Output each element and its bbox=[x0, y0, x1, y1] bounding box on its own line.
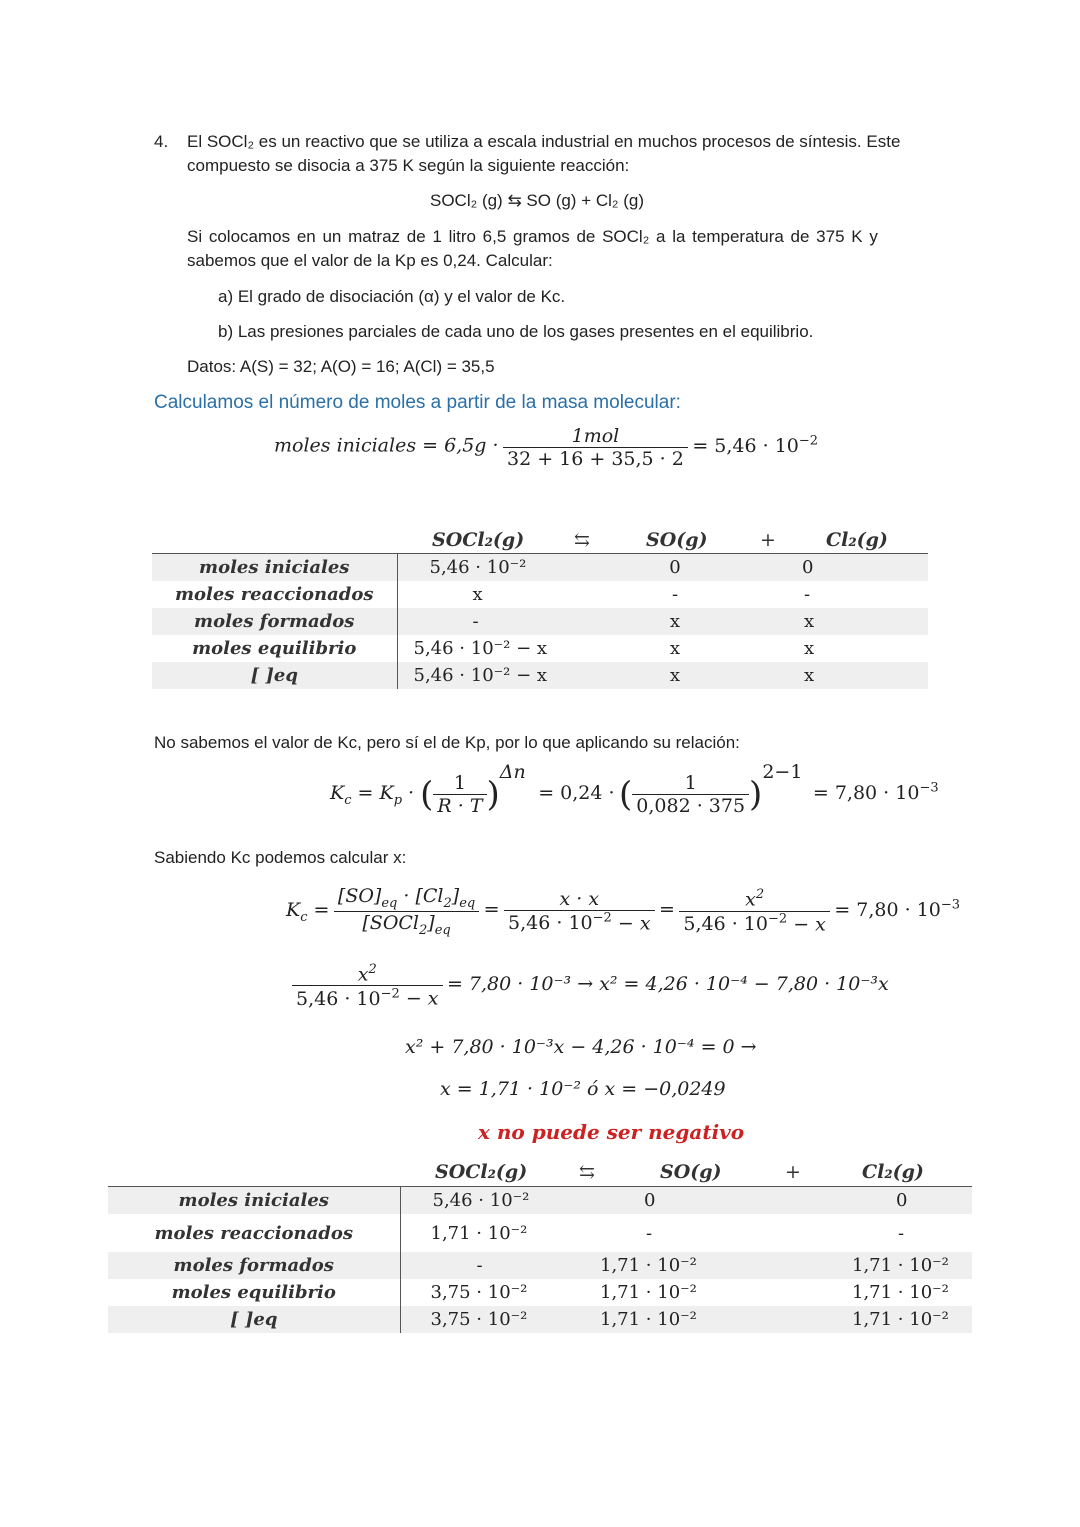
table-row bbox=[108, 1214, 972, 1252]
cell-cl2: x bbox=[790, 608, 928, 635]
table-row bbox=[152, 581, 928, 608]
cell-cl2: 1,71 · 10⁻² bbox=[792, 1252, 972, 1279]
table-row bbox=[152, 554, 928, 582]
moles-lhs: moles iniciales = 6,5g · bbox=[274, 434, 499, 457]
quadratic-roots: x = 1,71 · 10⁻² ó x = −0,0249 bbox=[440, 1078, 726, 1100]
t2-arrow: ⇆ bbox=[579, 1161, 595, 1183]
row-label: moles formados bbox=[108, 1252, 400, 1279]
cell-cl2: - bbox=[898, 1222, 905, 1244]
kc-result: = $7,80 \cdot 10^{-3}$ bbox=[812, 780, 939, 804]
table-row bbox=[108, 1252, 972, 1279]
quad-line1: = 7,80 · 10⁻³ → x² = 4,26 · 10⁻⁴ − 7,80 · 10⁻³x bbox=[446, 973, 889, 996]
quadratic-setup: $\frac{x^2}{5,46 \cdot 10^{-2} - x}$ = 7,80 · 10⁻³ → x² = 4,26 · 10⁻⁴ − 7,80 · 10⁻³x bbox=[292, 962, 889, 1010]
row-label: moles equilibrio bbox=[108, 1279, 400, 1306]
t1-socl2-header: SOCl₂(g) bbox=[432, 529, 525, 551]
cell-so: 1,71 · 10⁻² bbox=[600, 1282, 697, 1303]
table-row bbox=[152, 635, 928, 662]
moles-rhs: = $5,46 \cdot 10^{-2}$ bbox=[692, 433, 819, 457]
cell-socl2: 3,75 · 10⁻² bbox=[400, 1306, 560, 1333]
t2-plus: + bbox=[785, 1161, 801, 1183]
t1-so-header: SO(g) bbox=[646, 529, 708, 551]
kc-frac-den: 0,082 · 375 bbox=[636, 795, 746, 817]
kc-exp: 2−1 bbox=[762, 761, 803, 784]
step1-heading: Calculamos el número de moles a partir de la masa molecular: bbox=[154, 392, 681, 413]
moles-num: 1mol bbox=[503, 425, 688, 448]
row-label: moles reaccionados bbox=[108, 1214, 400, 1252]
cell-so: 0 bbox=[560, 1187, 792, 1215]
cell-so: 1,71 · 10⁻² bbox=[560, 1306, 792, 1333]
table-row bbox=[152, 608, 928, 635]
negative-root-note: x no puede ser negativo bbox=[478, 1120, 745, 1144]
cell-socl2: 3,75 · 10⁻² bbox=[430, 1282, 528, 1303]
cell-socl2: 5,46 · 10⁻² − x bbox=[397, 662, 560, 689]
cell-cl2: x bbox=[790, 662, 928, 689]
kc-expression: $K_c$ = $\frac{[SO]_{eq} \cdot [Cl_2]_{eq}}{[SOCl_2]_{eq}}$ = $\frac{x \cdot x}{5,46 \cdot 10^{-2} - x}$ = $\frac{x^2}{5,46 \cdot 10^{-2} - x}$ = $7,80 \cdot 10^{-3}$ bbox=[286, 885, 961, 938]
kc-frac-num: 1 bbox=[632, 772, 749, 795]
row-label: moles formados bbox=[152, 608, 397, 635]
kc-mid: = 0,24 · bbox=[538, 781, 615, 804]
cell-cl2: x bbox=[804, 638, 815, 659]
table-row bbox=[108, 1306, 972, 1333]
statement-line2: sabemos que el valor de la Kp es 0,24. Calcular: bbox=[187, 251, 553, 270]
question-b: b) Las presiones parciales de cada uno de los gases presentes en el equilibrio. bbox=[218, 322, 814, 341]
cell-so: x bbox=[560, 662, 790, 689]
cell-so: x bbox=[560, 608, 790, 635]
row-label: [ ]eq bbox=[108, 1306, 400, 1333]
row-label: moles reaccionados bbox=[152, 581, 397, 608]
cell-cl2: - bbox=[804, 584, 811, 605]
cell-cl2: 0 bbox=[790, 554, 928, 582]
step3-heading: Sabiendo Kc podemos calcular x: bbox=[154, 848, 407, 867]
t2-socl2-header: SOCl₂(g) bbox=[435, 1161, 528, 1183]
moles-den: 32 + 16 + 35,5 · 2 bbox=[506, 448, 684, 470]
cell-socl2: x bbox=[472, 584, 483, 605]
cell-so: 0 bbox=[560, 554, 790, 582]
kc-kp-relation: $K_c = K_p$ · ( $\frac{1}{R \cdot T}$ )$^{\Delta n}$ = 0,24 · ( $\frac{1}{0,082 \cdot 375}$ )$^{2-1} = 7,80 \cdot 10^{-3}$ bbox=[330, 761, 939, 817]
row-label: moles iniciales bbox=[108, 1187, 400, 1215]
problem-intro-line1: El SOCl₂ es un reactivo que se utiliza a escala industrial en muchos procesos de síntesis. Este bbox=[187, 132, 901, 151]
table-row bbox=[108, 1187, 972, 1215]
t1-plus: + bbox=[760, 529, 776, 551]
question-a: a) El grado de disociación (α) y el valor de Kc. bbox=[218, 287, 566, 306]
cell-so: - bbox=[646, 1222, 653, 1244]
table-row bbox=[152, 662, 928, 689]
reaction-equation: SOCl₂ (g) ⇆ SO (g) + Cl₂ (g) bbox=[430, 191, 644, 210]
cell-cl2: 1,71 · 10⁻² bbox=[792, 1306, 972, 1333]
given-data: Datos: A(S) = 32; A(O) = 16; A(Cl) = 35,5 bbox=[187, 357, 495, 376]
cell-socl2: 1,71 · 10⁻² bbox=[430, 1222, 528, 1244]
cell-socl2: - bbox=[397, 608, 560, 635]
initial-moles-equation bbox=[274, 425, 818, 470]
cell-so: - bbox=[671, 584, 679, 605]
t1-arrow: ⇆ bbox=[574, 529, 590, 551]
cell-cl2: 1,71 · 10⁻² bbox=[852, 1282, 949, 1303]
t1-cl2-header: Cl₂(g) bbox=[826, 529, 888, 551]
step2-heading: No sabemos el valor de Kc, pero sí el de Kp, por lo que aplicando su relación: bbox=[154, 733, 740, 752]
cell-cl2: 0 bbox=[792, 1187, 972, 1215]
t2-cl2-header: Cl₂(g) bbox=[862, 1161, 924, 1183]
row-label: moles iniciales bbox=[152, 554, 397, 582]
cell-socl2: 5,46 · 10⁻² bbox=[397, 554, 560, 582]
table-row bbox=[108, 1279, 972, 1306]
cell-so: 1,71 · 10⁻² bbox=[560, 1252, 792, 1279]
row-label: [ ]eq bbox=[152, 662, 397, 689]
molar-mass-fraction bbox=[503, 425, 688, 470]
problem-number: 4. bbox=[154, 132, 169, 151]
quadratic-equation: x² + 7,80 · 10⁻³x − 4,26 · 10⁻⁴ = 0 → bbox=[405, 1036, 757, 1058]
problem-intro-line2: compuesto se disocia a 375 K según la siguiente reacción: bbox=[187, 156, 630, 175]
cell-so: x bbox=[669, 638, 681, 659]
ice-table-2 bbox=[108, 1186, 972, 1333]
cell-socl2: 5,46 · 10⁻² bbox=[400, 1187, 560, 1215]
ice-table-1 bbox=[152, 553, 928, 689]
row-label: moles equilibrio bbox=[152, 635, 397, 662]
cell-socl2: 5,46 · 10⁻² − x bbox=[413, 638, 548, 659]
t2-so-header: SO(g) bbox=[660, 1161, 722, 1183]
cell-socl2: - bbox=[400, 1252, 560, 1279]
statement-line1: Si colocamos en un matraz de 1 litro 6,5 gramos de SOCl₂ a la temperatura de 375 K y bbox=[187, 227, 878, 246]
